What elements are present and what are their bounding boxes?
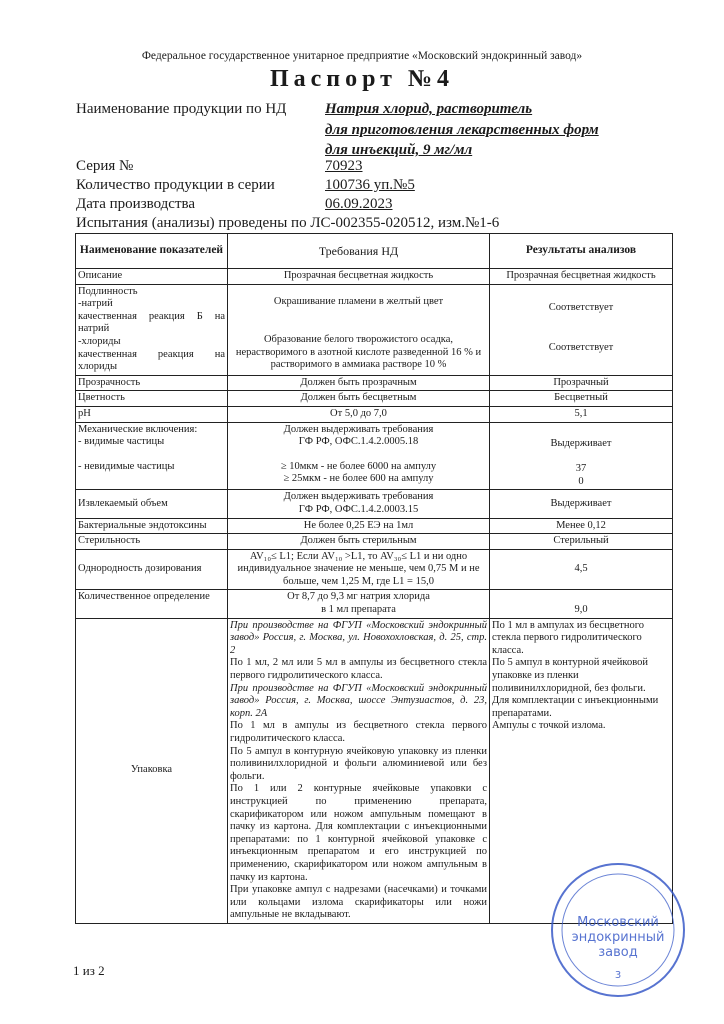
stamp-line1: Московский: [577, 915, 659, 930]
date-value: 06.09.2023: [325, 196, 393, 212]
page-number: 1 из 2: [73, 963, 105, 978]
row-name: Описание: [76, 269, 228, 285]
stamp-line3: завод: [598, 945, 638, 960]
table-row: [76, 490, 673, 518]
row-requirement: Должен быть стерильным: [228, 534, 490, 550]
row-result: 5,1: [490, 406, 673, 422]
series-value: 70923: [325, 158, 363, 174]
mech-title: Механические включения:: [78, 423, 198, 435]
row-result: Прозрачная бесцветная жидкость: [490, 269, 673, 285]
header-requirements: Требования НД: [228, 234, 490, 269]
product-name-line3: для инъекций, 9 мг/мл: [325, 142, 473, 158]
table-row: [76, 375, 673, 391]
row-name: Извлекаемый объем: [76, 490, 228, 518]
auth-chlorides: -хлориды: [78, 335, 121, 347]
auth-res-2: Соответствует: [548, 342, 614, 354]
pack-res-p1: По 1 мл в ампулах из бесцветного стекла первого гидролитического класса.: [492, 619, 645, 656]
quant-req-1: От 8,7 до 9,3 мг натрия хлорида: [287, 591, 430, 603]
pack-res-p2: По 5 ампул в контурной ячейковой упаковке из пленки поливинилхлоридной, без фольги.: [492, 657, 648, 694]
row-name: Цветность: [76, 391, 228, 407]
auth-title: Подлинность: [78, 285, 138, 297]
pack-req-p4: По 1 или 2 контурные ячейковые упаковки с инструкцией по применению препарата, скарификатором или ножом ампульным помещают в пачку из картона. Для комплектации с инъекционными препаратами: по 1 контурной ячейковой упаковке с инъекционным препаратом и его инструкцией по применению, скарификатором или ножом ампульным в пачку из картона.: [230, 783, 487, 883]
tests-statement: Испытания (анализы) проведены по ЛС-002355-020512, изм.№1-6: [76, 215, 500, 231]
product-name-line2: для приготовления лекарственных форм: [325, 122, 599, 138]
table-row: [76, 422, 673, 490]
auth-chlorides-test: качественная реакция на хлориды: [78, 348, 225, 373]
product-name-line1: Натрия хлорид, растворитель: [325, 101, 533, 117]
row-requirement: Не более 0,25 ЕЭ на 1мл: [228, 518, 490, 534]
table-row: [76, 534, 673, 550]
stamp-number: 3: [614, 970, 622, 981]
row-requirement: Должен быть бесцветным: [228, 391, 490, 407]
auth-sodium-test: качественная реакция Б на натрий: [78, 310, 225, 335]
row-result: Бесцветный: [490, 391, 673, 407]
quantity-value: 100736 уп.№5: [325, 177, 415, 193]
row-result: Прозрачный: [490, 375, 673, 391]
mech-req-2: ГФ РФ, ОФС.1.4.2.0005.18: [298, 436, 419, 448]
date-label: Дата производства: [76, 196, 196, 212]
auth-req-1: Окрашивание пламени в желтый цвет: [273, 295, 444, 307]
pack-req-p3: По 5 ампул в контурную ячейковую упаковку из пленки поливинилхлоридной и фольги алюминиевой или без фольги.: [230, 745, 487, 782]
product-label: Наименование продукции по НД: [76, 101, 287, 117]
table-row: [76, 391, 673, 407]
row-requirement: [228, 618, 490, 923]
row-result: 9,0: [490, 590, 673, 618]
pack-req-site1: При производстве на ФГУП «Московский эндокринный завод» Россия, г. Москва, ул. Новохохловская, д. 25, стр. 2: [230, 619, 487, 656]
table-row: [76, 590, 673, 618]
table-row: [76, 518, 673, 534]
pack-req-p1: По 1 мл, 2 мл или 5 мл в ампулы из бесцветного стекла первого гидролитического класса.: [230, 657, 487, 682]
table-header-row: [76, 234, 673, 269]
document-title: Паспорт №4: [269, 66, 455, 92]
table-row: [76, 406, 673, 422]
row-name: [76, 422, 228, 490]
row-result: Выдерживает: [490, 490, 673, 518]
header-results: Результаты анализов: [490, 234, 673, 269]
quant-req-2: в 1 мл препарата: [321, 604, 396, 616]
mech-req-1: Должен выдерживать требования: [283, 423, 434, 435]
company-stamp: [548, 860, 688, 1000]
row-result: Стерильный: [490, 534, 673, 550]
row-name: pH: [76, 406, 228, 422]
row-requirement: AV₁₀≤ L1; Если AV₁₀ >L1, то AV₃₀≤ L1 и ни одно индивидуальное значение не меньше, чем 0,75 M и не больше, чем 1,25 M, где L1 = 15,0: [228, 549, 490, 590]
row-name: Упаковка: [76, 618, 228, 923]
mech-res-2: 37: [575, 463, 587, 475]
row-requirement: [228, 590, 490, 618]
header-indicators: Наименование показателей: [76, 234, 228, 269]
row-result: 4,5: [490, 549, 673, 590]
mech-visible: - видимые частицы: [78, 436, 165, 448]
volume-req-1: Должен выдерживать требования: [283, 491, 434, 503]
row-requirement: Должен быть прозрачным: [228, 375, 490, 391]
pack-req-p5: При упаковке ампул с надрезами (насечками) и точками или кольцами излома скарификаторы или ножи ампульные не вкладывают.: [230, 884, 487, 921]
row-requirement: От 5,0 до 7,0: [228, 406, 490, 422]
row-result: [490, 422, 673, 490]
mech-invisible: - невидимые частицы: [78, 460, 175, 472]
row-name: Однородность дозирования: [76, 549, 228, 590]
table-row: [76, 549, 673, 590]
row-name: Количественное определение: [76, 590, 228, 618]
row-name: Прозрачность: [76, 375, 228, 391]
row-requirement: [228, 284, 490, 375]
quantity-label: Количество продукции в серии: [76, 177, 275, 193]
row-name: Бактериальные эндотоксины: [76, 518, 228, 534]
mech-res-3: 0: [578, 475, 584, 487]
analysis-table: [75, 233, 673, 924]
mech-res-1: Выдерживает: [550, 437, 612, 449]
series-label: Серия №: [76, 158, 134, 174]
row-result: [490, 284, 673, 375]
auth-res-1: Соответствует: [548, 301, 614, 313]
organization-name: Федеральное государственное унитарное предприятие «Московский эндокринный завод»: [141, 50, 583, 62]
auth-req-2: Образование белого творожистого осадка, нерастворимого в азотной кислоте разведенной 16 % и растворимого в аммиака растворе 10 %: [235, 334, 482, 371]
pack-req-p2: По 1 мл в ампулы из бесцветного стекла первого гидролитического класса.: [230, 720, 487, 744]
pack-req-site2: При производстве на ФГУП «Московский эндокринный завод» Россия, г. Москва, шоссе Энтузиастов, д. 23, корп. 2А: [230, 682, 487, 719]
row-name: [76, 284, 228, 375]
row-requirement: Прозрачная бесцветная жидкость: [228, 269, 490, 285]
table-row: [76, 269, 673, 285]
pack-res-p4: Ампулы с точкой излома.: [492, 720, 606, 732]
auth-sodium: -натрий: [78, 298, 113, 310]
row-requirement: [228, 422, 490, 490]
row-name: Стерильность: [76, 534, 228, 550]
pack-res-p3: Для комплектации с инъекционными препаратами.: [492, 695, 659, 719]
stamp-line2: эндокринный: [571, 930, 665, 945]
table-row: [76, 284, 673, 375]
row-requirement: [228, 490, 490, 518]
mech-req-4: ≥ 25мкм - не более 600 на ампулу: [283, 473, 434, 485]
row-result: Менее 0,12: [490, 518, 673, 534]
volume-req-2: ГФ РФ, ОФС.1.4.2.0003.15: [298, 503, 419, 515]
mech-req-3: ≥ 10мкм - не более 6000 на ампулу: [280, 460, 437, 472]
